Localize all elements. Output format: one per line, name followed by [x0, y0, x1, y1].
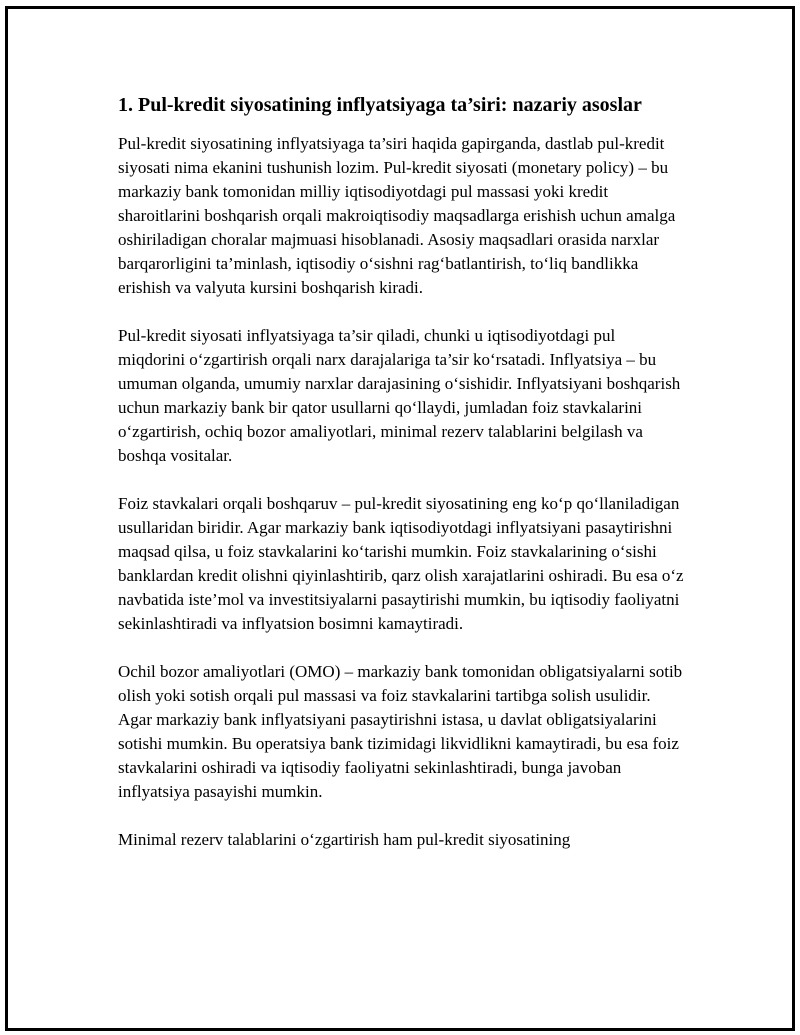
paragraph-definition: Pul-kredit siyosatining inflyatsiyaga ta’siri haqida gapirganda, dastlab pul-kredit siyosati nima ekanini tushunish lozim. Pul-kredit siyosati (monetary policy) – bu markaziy bank tomonidan milliy iqtisodiyotdagi pul massasi yoki kredit sharoitlarini boshqarish orqali makroiqtisodiy maqsadlarga erishish uchun amalga oshiriladigan choralar majmuasi hisoblanadi. Asosiy maqsadlari orasida narxlar barqarorligini ta’minlash, iqtisodiy o‘sishni rag‘batlantirish, to‘liq bandlikka erishish va valyuta kursini boshqarish kiradi.	[118, 134, 676, 297]
paragraph-reserve-requirements: Minimal rezerv talablarini o‘zgartirish ham pul-kredit siyosatining	[118, 830, 571, 849]
paragraph-interest-rates: Foiz stavkalari orqali boshqaruv – pul-kredit siyosatining eng ko‘p qo‘llaniladigan usullaridan biridir. Agar markaziy bank iqtisodiyotdagi inflyatsiyani pasaytirishni maqsad qilsa, u foiz stavkalarini ko‘tarishi mumkin. Foiz stavkalarining o‘sishi banklardan kredit olishni qiyinlashtirib, qarz olish xarajatlarini oshiradi. Bu esa o‘z navbatida iste’mol va investitsiyalarni pasaytirishi mumkin, bu iqtisodiy faoliyatni sekinlashtiradi va inflyatsion bosimni kamaytiradi.	[118, 494, 684, 633]
paragraph-inflation-effect: Pul-kredit siyosati inflyatsiyaga ta’sir qiladi, chunki u iqtisodiyotdagi pul miqdorini o‘zgartirish orqali narx darajalariga ta’sir ko‘rsatadi. Inflyatsiya – bu umuman olganda, umumiy narxlar darajasining o‘sishidir. Inflyatsiyani boshqarish uchun markaziy bank bir qator usullarni qo‘llaydi, jumladan foiz stavkalarini o‘zgartirish, ochiq bozor amaliyotlari, minimal rezerv talablarini belgilash va boshqa vositalar.	[118, 326, 681, 465]
section-heading: 1. Pul-kredit siyosatining inflyatsiyaga ta’siri: nazariy asoslar	[118, 94, 642, 116]
document-body	[118, 92, 684, 876]
paragraph-open-market-operations: Ochil bozor amaliyotlari (OMO) – markaziy bank tomonidan obligatsiyalarni sotib olish yoki sotish orqali pul massasi va foiz stavkalarini tartibga solish usulidir. Agar markaziy bank inflyatsiyani pasaytirishni istasa, u davlat obligatsiyalarini sotishi mumkin. Bu operatsiya bank tizimidagi likvidlikni kamaytiradi, bu esa foiz stavkalarini oshiradi va iqtisodiy faoliyatni sekinlashtiradi, bunga javoban inflyatsiya pasayishi mumkin.	[118, 662, 683, 801]
